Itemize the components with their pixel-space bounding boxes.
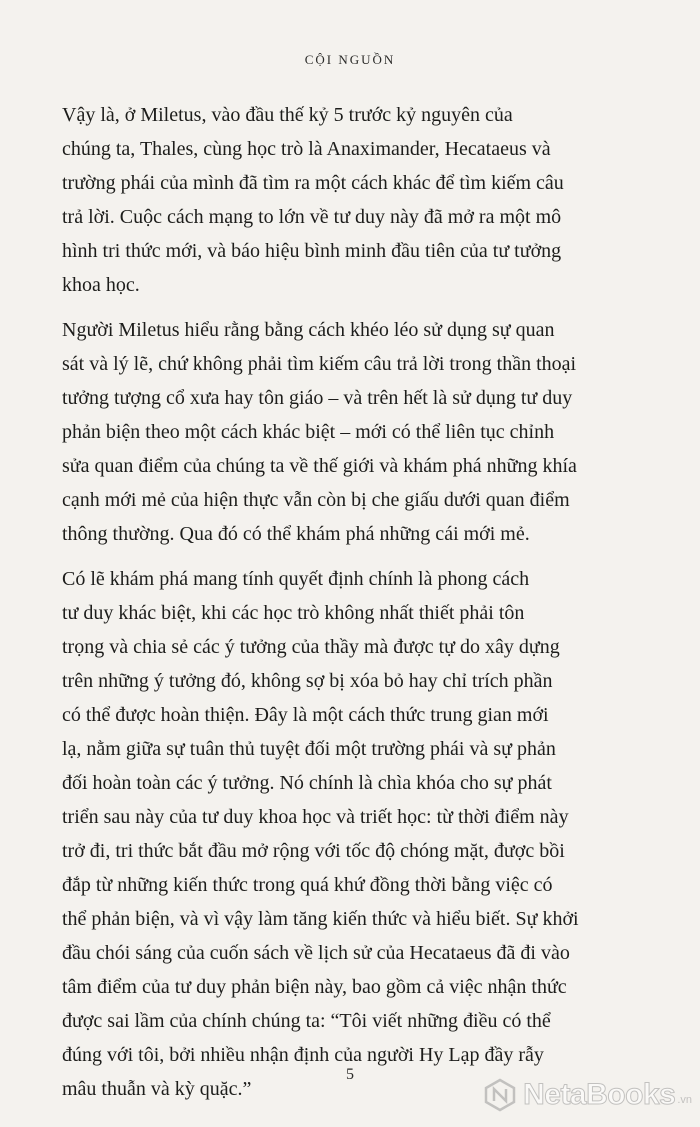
text-line: sát và lý lẽ, chứ không phải tìm kiếm câu trả lời trong thần thoại (62, 353, 577, 375)
text-line: trên những ý tưởng đó, không sợ bị xóa bỏ hay chỉ trích phần (62, 670, 553, 692)
text-line: trở đi, tri thức bắt đầu mở rộng với tốc độ chóng mặt, được bồi (62, 840, 565, 862)
text-line: đầu chói sáng của cuốn sách về lịch sử của Hecataeus đã đi vào (62, 942, 570, 964)
watermark-suffix: .vn (677, 1094, 692, 1106)
text-line: trường phái của mình đã tìm ra một cách khác để tìm kiếm câu (62, 172, 564, 194)
text-line: trả lời. Cuộc cách mạng to lớn về tư duy này đã mở ra một mô (62, 206, 562, 228)
text-line: khoa học. (62, 274, 140, 296)
netabooks-logo-icon (483, 1078, 517, 1112)
text-line: tưởng tượng cổ xưa hay tôn giáo – và trên hết là sử dụng tư duy (62, 387, 573, 409)
text-line: có thể được hoàn thiện. Đây là một cách thức trung gian mới (62, 704, 549, 726)
text-line: hình tri thức mới, và báo hiệu bình minh đầu tiên của tư tưởng (62, 240, 562, 262)
text-line: triển sau này của tư duy khoa học và triết học: từ thời điểm này (62, 806, 569, 828)
text-line: Người Miletus hiểu rằng bằng cách khéo léo sử dụng sự quan (62, 319, 555, 341)
text-line: thông thường. Qua đó có thể khám phá những cái mới mẻ. (62, 523, 530, 545)
text-line: mâu thuẫn và kỳ quặc.” (62, 1078, 252, 1100)
paragraph-3 (62, 562, 636, 1106)
text-line: tư duy khác biệt, khi các học trò không nhất thiết phải tôn (62, 602, 525, 624)
running-head-title: CỘI NGUỒN (304, 52, 396, 67)
paragraph-2 (62, 313, 636, 551)
page-number: 5 (346, 1066, 354, 1083)
text-line: sửa quan điểm của chúng ta về thế giới và khám phá những khía (62, 455, 577, 477)
text-line: đúng với tôi, bởi nhiều nhận định của người Hy Lạp đầy rẫy (62, 1044, 544, 1066)
text-line: phản biện theo một cách khác biệt – mới có thể liên tục chỉnh (62, 421, 555, 443)
watermark-brand: NetaBooks (523, 1078, 676, 1111)
text-line: Có lẽ khám phá mang tính quyết định chính là phong cách (62, 568, 530, 590)
text-line: Vậy là, ở Miletus, vào đầu thế kỷ 5 trước kỷ nguyên của (62, 104, 513, 126)
body-text (62, 98, 636, 1117)
watermark-logo (483, 1078, 692, 1112)
text-line: đắp từ những kiến thức trong quá khứ đồng thời bằng việc có (62, 874, 553, 896)
text-line: được sai lầm của chính chúng ta: “Tôi viết những điều có thể (62, 1010, 551, 1032)
text-line: thể phản biện, và vì vậy làm tăng kiến thức và hiểu biết. Sự khởi (62, 908, 579, 930)
paragraph-1 (62, 98, 636, 302)
text-line: đối hoàn toàn các ý tưởng. Nó chính là chìa khóa cho sự phát (62, 772, 552, 794)
text-line: lạ, nằm giữa sự tuân thủ tuyệt đối một trường phái và sự phản (62, 738, 556, 760)
text-line: tâm điểm của tư duy phản biện này, bao gồm cả việc nhận thức (62, 976, 567, 998)
text-line: chúng ta, Thales, cùng học trò là Anaximander, Hecataeus và (62, 138, 551, 160)
text-line: trọng và chia sẻ các ý tưởng của thầy mà được tự do xây dựng (62, 636, 560, 658)
text-line: cạnh mới mẻ của hiện thực vẫn còn bị che giấu dưới quan điểm (62, 489, 570, 511)
